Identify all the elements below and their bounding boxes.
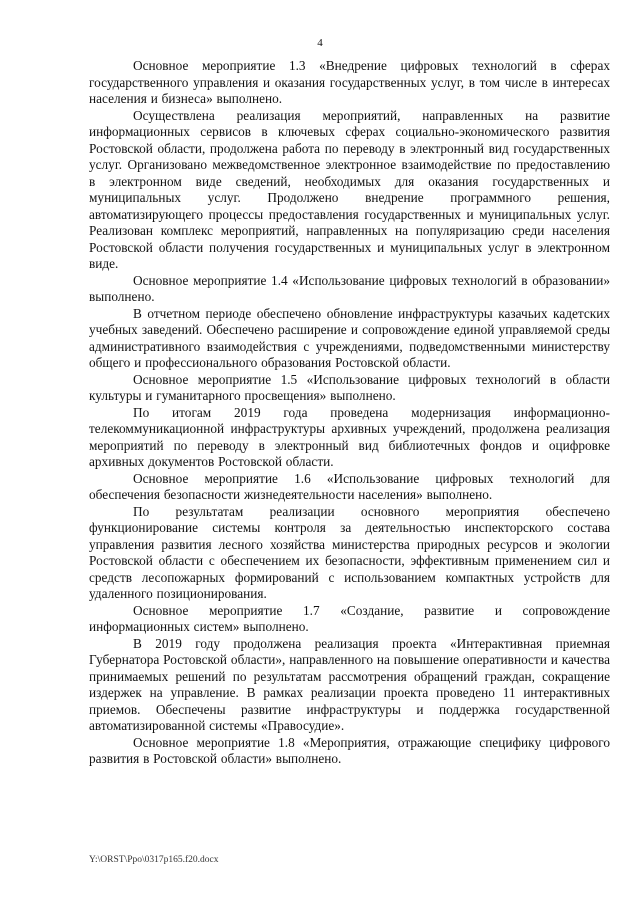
paragraph-measure-1-7-details: В 2019 году продолжена реализация проекта «Интерактивная приемная Губернатора Ростовской области», направленного на повышение оперативности и качества принимаемых решений по результатам рассмотрения обращений граждан, сокращение издержек на управление. В рамках реализации проекта проведено 11 интерактивных приемов. Обеспечены развитие инфраструктуры и поддержка государственной автоматизированной системы «Правосудие».: [89, 635, 610, 733]
paragraph-measure-1-4: Основное мероприятие 1.4 «Использование цифровых технологий в образовании» выполнено.: [89, 272, 610, 304]
paragraph-measure-1-8: Основное мероприятие 1.8 «Мероприятия, отражающие специфику цифрового развития в Ростовской области» выполнено.: [89, 734, 610, 766]
paragraph-measure-1-5: Основное мероприятие 1.5 «Использование цифровых технологий в области культуры и гуманитарного просвещения» выполнено.: [89, 371, 610, 403]
document-body: [89, 58, 610, 768]
paragraph-measure-1-6-details: По результатам реализации основного мероприятия обеспечено функционирование системы контроля за деятельностью инспекторского состава управления развития лесного хозяйства министерства природных ресурсов и экологии Ростовской области с обеспечением их безопасности, эффективным применением сил и средств лесопожарных формирований с использованием компактных устройств для удаленного позиционирования.: [89, 503, 610, 601]
paragraph-measure-1-3: Основное мероприятие 1.3 «Внедрение цифровых технологий в сферах государственного управления и оказания государственных услуг, в том числе в интересах населения и бизнеса» выполнено.: [89, 58, 610, 106]
footer-file-path: Y:\ORST\Ppo\0317p165.f20.docx: [89, 855, 219, 865]
paragraph-measure-1-3-details: Осуществлена реализация мероприятий, направленных на развитие информационных сервисов в ключевых сферах социально-экономического развития Ростовской области, продолжена работа по переводу в электронный вид государственных услуг. Организовано межведомственное электронное взаимодействие по предоставлению в электронном виде сведений, необходимых для оказания государственных и муниципальных услуг. Продолжено внедрение программного решения, автоматизирующего процессы предоставления государственных и муниципальных услуг. Реализован комплекс мероприятий, направленных на популяризацию среди населения Ростовской области получения государственных и муниципальных услуг в электронном виде.: [89, 107, 610, 271]
paragraph-measure-1-6: Основное мероприятие 1.6 «Использование цифровых технологий для обеспечения безопасности жизнедеятельности населения» выполнено.: [89, 470, 610, 502]
page-number: 4: [317, 37, 323, 49]
paragraph-measure-1-7: Основное мероприятие 1.7 «Создание, развитие и сопровождение информационных систем» выполнено.: [89, 602, 610, 634]
paragraph-measure-1-4-details: В отчетном периоде обеспечено обновление инфраструктуры казачьих кадетских учебных заведений. Обеспечено расширение и сопровождение единой управляемой среды административного взаимодействия с учреждениями, подведомственными министерству общего и профессионального образования Ростовской области.: [89, 305, 610, 370]
paragraph-measure-1-5-details: По итогам 2019 года проведена модернизация информационно-телекоммуникационной инфраструктуры архивных учреждений, продолжена реализация мероприятий по переводу в электронный вид библиотечных фондов и оцифровке архивных документов Ростовской области.: [89, 404, 610, 469]
